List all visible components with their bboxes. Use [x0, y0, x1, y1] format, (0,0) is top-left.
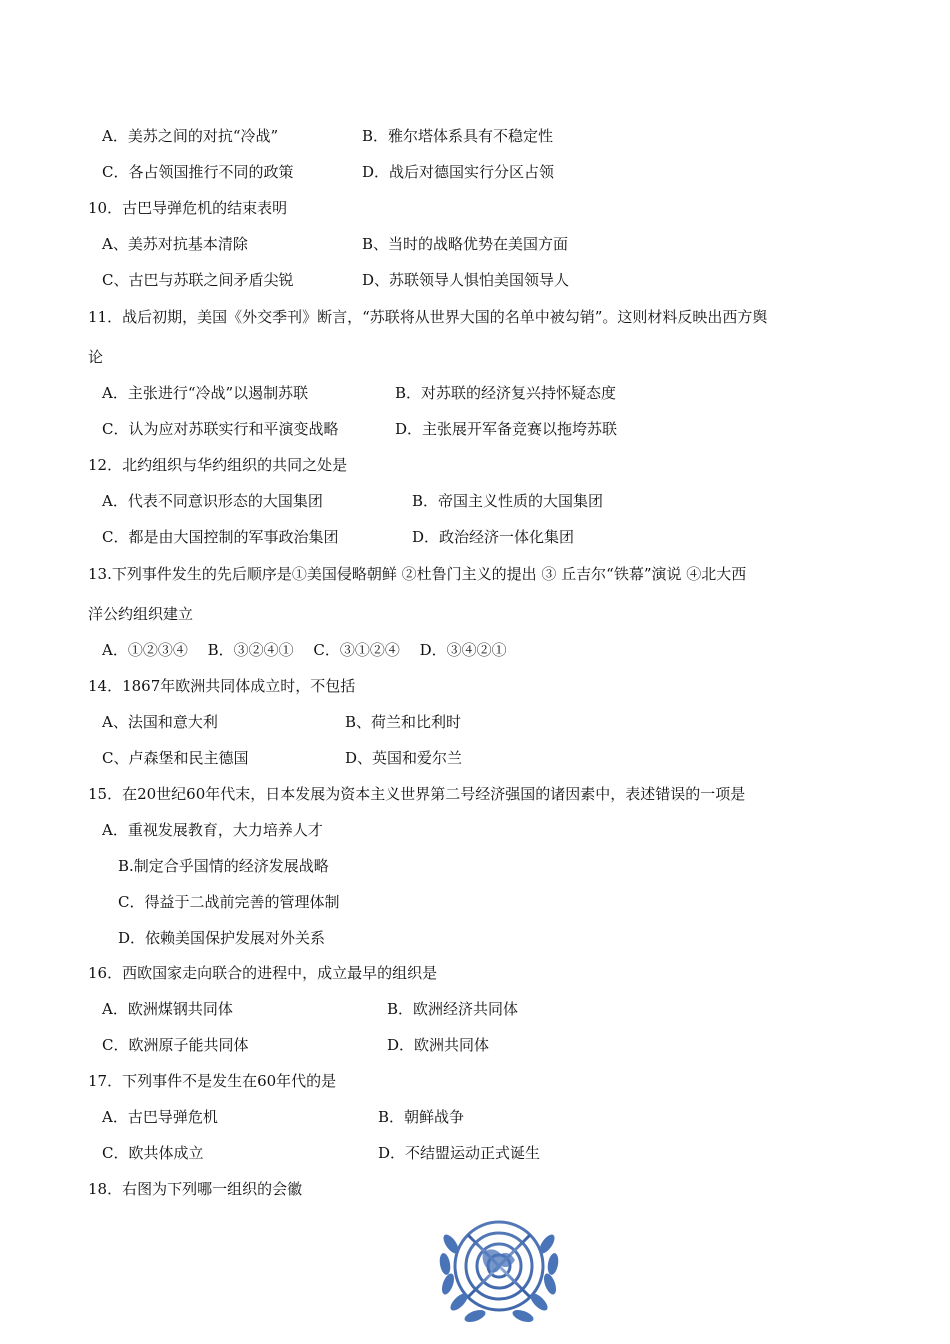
q14-option-b: B、荷兰和比利时	[345, 713, 462, 731]
q11-option-b: B．对苏联的经济复兴持怀疑态度	[395, 384, 617, 402]
q10-option-d: D、苏联领导人惧怕美国领导人	[362, 271, 570, 289]
q13-stem: 13.下列事件发生的先后顺序是①美国侵略朝鲜 ②杜鲁门主义的提出 ③ 丘吉尔“铁幕”演说 ④北大西	[88, 565, 747, 583]
q13-options: A．①②③④ B．③②④① C．③①②④ D．③④②①	[102, 641, 507, 659]
q17-option-c: C．欧共体成立	[102, 1144, 204, 1162]
q14-option-c: C、卢森堡和民主德国	[102, 749, 249, 767]
q11-option-c: C．认为应对苏联实行和平演变战略	[102, 420, 339, 438]
q12-option-a: A．代表不同意识形态的大国集团	[102, 492, 323, 510]
q14-option-a: A、法国和意大利	[102, 713, 218, 731]
q10-option-a: A、美苏对抗基本清除	[102, 235, 248, 253]
q12-option-b: B．帝国主义性质的大国集团	[412, 492, 604, 510]
q16-option-a: A．欧洲煤钢共同体	[102, 1000, 233, 1018]
q12-stem: 12．北约组织与华约组织的共同之处是	[88, 456, 348, 474]
q15-option-c: C．得益于二战前完善的管理体制	[118, 893, 340, 911]
q16-stem: 16．西欧国家走向联合的进程中，成立最早的组织是	[88, 964, 438, 982]
q10-stem: 10．古巴导弹危机的结束表明	[88, 199, 288, 217]
q11-option-d: D．主张展开军备竞赛以拖垮苏联	[395, 420, 618, 438]
q17-option-d: D．不结盟运动正式诞生	[378, 1144, 541, 1162]
q9-option-c: C．各占领国推行不同的政策	[102, 163, 294, 181]
q13-stem-continued: 洋公约组织建立	[88, 605, 194, 623]
q9-option-b: B．雅尔塔体系具有不稳定性	[362, 127, 554, 145]
q18-stem: 18．右图为下列哪一组织的会徽	[88, 1180, 303, 1198]
q10-option-c: C、古巴与苏联之间矛盾尖锐	[102, 271, 294, 289]
q11-option-a: A．主张进行“冷战”以遏制苏联	[102, 384, 309, 402]
q14-option-d: D、英国和爱尔兰	[345, 749, 463, 767]
q12-option-d: D．政治经济一体化集团	[412, 528, 575, 546]
un-emblem-icon	[431, 1204, 567, 1340]
q12-option-c: C．都是由大国控制的军事政治集团	[102, 528, 339, 546]
q16-option-b: B．欧洲经济共同体	[387, 1000, 519, 1018]
q11-stem: 11．战后初期，美国《外交季刊》断言，“苏联将从世界大国的名单中被勾销”。这则材料反映出西方舆	[88, 308, 768, 326]
q14-stem: 14．1867年欧洲共同体成立时，不包括	[88, 677, 356, 695]
q16-option-d: D．欧洲共同体	[387, 1036, 490, 1054]
q15-option-a: A．重视发展教育，大力培养人才	[102, 821, 323, 839]
q16-option-c: C．欧洲原子能共同体	[102, 1036, 249, 1054]
q9-option-d: D．战后对德国实行分区占领	[362, 163, 555, 181]
q17-option-b: B．朝鲜战争	[378, 1108, 465, 1126]
q15-option-d: D．依赖美国保护发展对外关系	[118, 929, 326, 947]
q15-option-b: B.制定合乎国情的经济发展战略	[118, 857, 329, 875]
q10-option-b: B、当时的战略优势在美国方面	[362, 235, 569, 253]
q15-stem: 15．在20世纪60年代末，日本发展为资本主义世界第二号经济强国的诸因素中，表述错误的一项是	[88, 785, 746, 803]
q11-stem-continued: 论	[88, 348, 104, 366]
q9-option-a: A．美苏之间的对抗“冷战”	[102, 127, 279, 145]
q17-stem: 17．下列事件不是发生在60年代的是	[88, 1072, 337, 1090]
q17-option-a: A．古巴导弹危机	[102, 1108, 218, 1126]
